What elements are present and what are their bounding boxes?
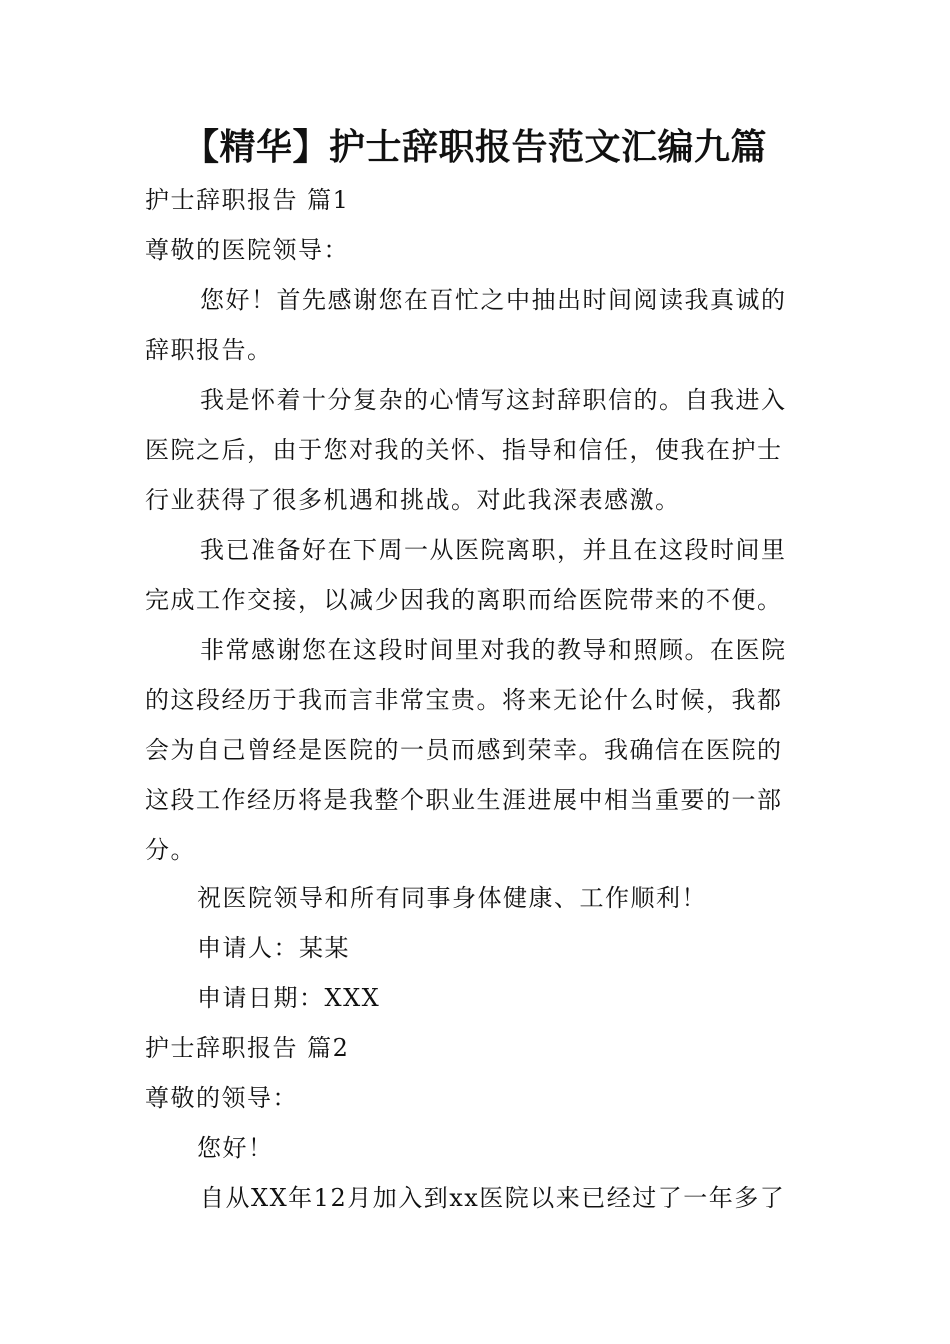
salutation-line: 尊敬的医院领导：: [145, 236, 349, 264]
paragraph-line: 行业获得了很多机遇和挑战。对此我深表感激。: [145, 486, 681, 514]
section-heading-2: 护士辞职报告 篇2: [145, 1034, 350, 1062]
salutation-line: 尊敬的领导：: [145, 1084, 298, 1112]
paragraph-line: 医院之后，由于您对我的关怀、指导和信任，使我在护士: [145, 436, 783, 464]
application-date: 申请日期：XXX: [197, 984, 381, 1012]
applicant-name: 申请人：某某: [197, 934, 350, 962]
section-heading-1: 护士辞职报告 篇1: [145, 186, 350, 214]
paragraph-line: 这段工作经历将是我整个职业生涯进展中相当重要的一部: [145, 786, 783, 814]
paragraph-line: 会为自己曾经是医院的一员而感到荣幸。我确信在医院的: [145, 736, 783, 764]
greeting-line: 您好！: [197, 1134, 274, 1162]
paragraph-line: 分。: [145, 836, 196, 864]
paragraph-line: 自从XX年12月加入到xx医院以来已经过了一年多了: [200, 1184, 786, 1212]
paragraph-line: 辞职报告。: [145, 336, 273, 364]
paragraph-line: 我已准备好在下周一从医院离职，并且在这段时间里: [200, 536, 787, 564]
paragraph-line: 的这段经历于我而言非常宝贵。将来无论什么时候，我都: [145, 686, 783, 714]
paragraph-line: 您好！首先感谢您在百忙之中抽出时间阅读我真诚的: [200, 286, 787, 314]
paragraph-line: 完成工作交接，以减少因我的离职而给医院带来的不便。: [145, 586, 783, 614]
paragraph-line: 非常感谢您在这段时间里对我的教导和照顾。在医院: [200, 636, 787, 664]
closing-wish: 祝医院领导和所有同事身体健康、工作顺利！: [197, 884, 707, 912]
paragraph-line: 我是怀着十分复杂的心情写这封辞职信的。自我进入: [200, 386, 787, 414]
document-title: 【精华】护士辞职报告范文汇编九篇: [182, 127, 767, 168]
